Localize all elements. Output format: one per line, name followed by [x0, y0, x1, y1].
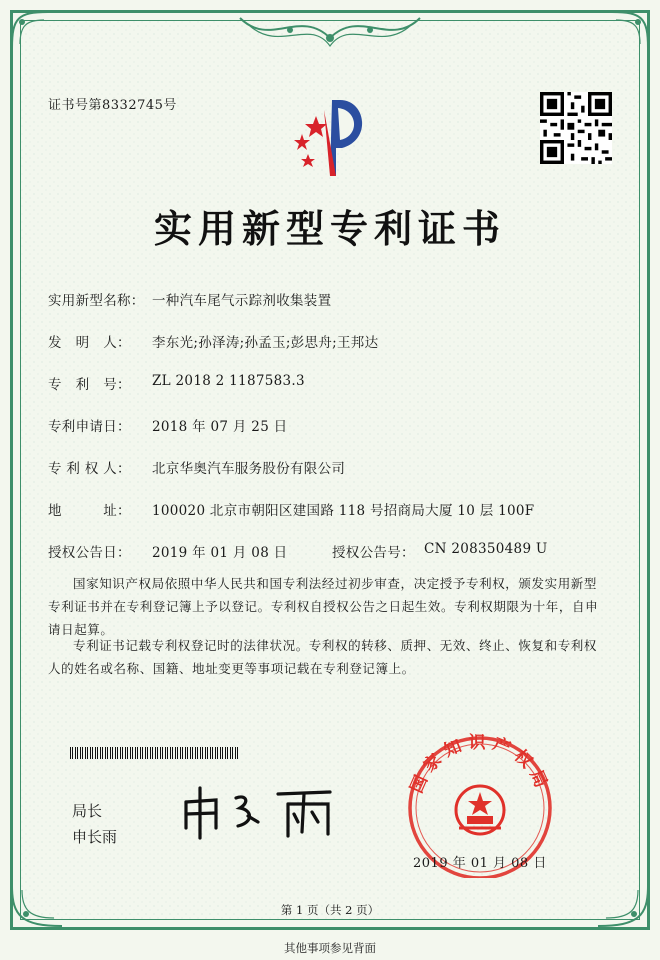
address-label: 地 址：	[48, 503, 131, 519]
inventor-value: 李东光;孙泽涛;孙孟玉;彭思舟;王邦达	[152, 335, 379, 351]
certificate-number: 证书号第8332745号	[48, 98, 177, 113]
grant-statement: 国家知识产权局依照中华人民共和国专利法经过初步审查，决定授予专利权，颁发实用新型专利证书并在专利登记簿上予以登记。专利权自授权公告之日起生效。专利权期限为十年，自申请日起算。	[48, 576, 599, 637]
patent-office-logo	[286, 90, 378, 182]
seal-date: 2019 年 01 月 08 日	[413, 856, 547, 871]
patent-number-label: 专 利 号：	[48, 377, 131, 393]
page-indicator: 第 1 页（共 2 页）	[280, 903, 380, 917]
back-note: 其他事项参见背面	[284, 941, 376, 955]
barcode	[70, 747, 240, 759]
address-value: 100020 北京市朝阳区建国路 118 号招商局大厦 10 层 100F	[152, 503, 535, 519]
qr-code	[540, 92, 612, 164]
inventor-label: 发 明 人：	[48, 335, 131, 351]
legal-status-statement: 专利证书记载专利权登记时的法律状况。专利权的转移、质押、无效、终止、恢复和专利权人的姓名或名称、国籍、地址变更等事项记载在专利登记簿上。	[48, 638, 598, 676]
announce-date-value: 2019 年 01 月 08 日	[152, 545, 288, 561]
filing-date-value: 2018 年 07 月 25 日	[152, 419, 288, 435]
seal-text: 国家知识产权局	[406, 733, 554, 797]
patent-number-value: ZL 2018 2 1187583.3	[152, 373, 305, 389]
patent-owner-value: 北京华奥汽车服务股份有限公司	[152, 461, 346, 477]
signer-title: 局长	[72, 802, 103, 820]
handwritten-signature	[178, 782, 338, 842]
announce-date-label: 授权公告日：	[48, 545, 131, 561]
national-emblem-icon	[456, 786, 504, 834]
announce-number-value: CN 208350489 U	[424, 541, 548, 557]
certificate-title: 实用新型专利证书	[153, 207, 506, 251]
signer-name: 申长雨	[72, 828, 118, 846]
corner-ornament-top-right	[606, 8, 652, 54]
top-ornament	[230, 8, 430, 56]
patent-owner-label: 专 利 权 人：	[48, 461, 131, 477]
name-value: 一种汽车尾气示踪剂收集装置	[152, 293, 332, 309]
filing-date-label: 专利申请日：	[48, 419, 131, 435]
announce-number-label: 授权公告号：	[332, 545, 415, 561]
name-label: 实用新型名称：	[48, 293, 145, 309]
corner-ornament-top-left	[8, 8, 54, 54]
